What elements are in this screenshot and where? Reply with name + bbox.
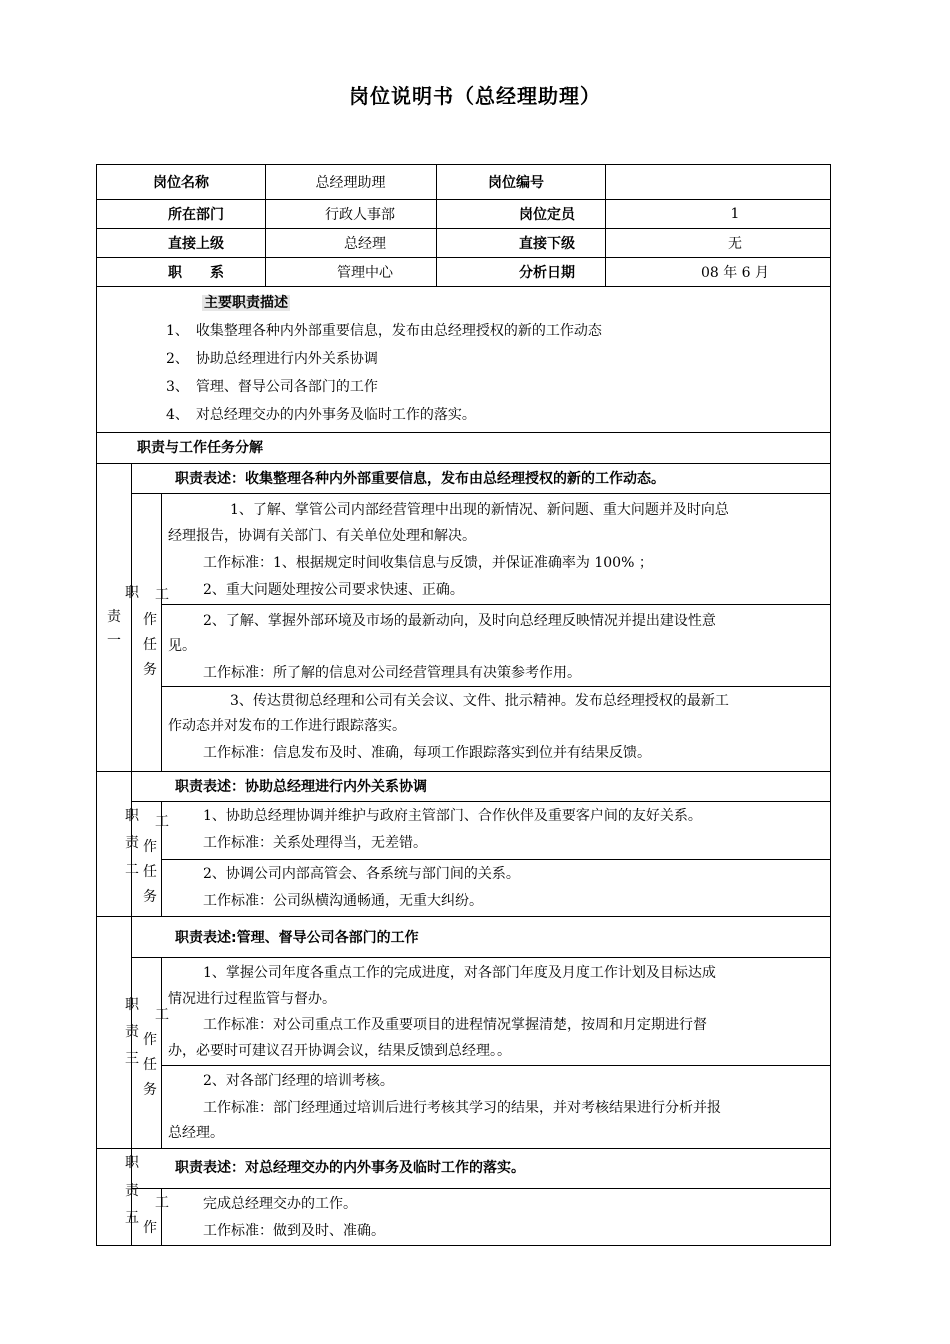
duty-1-sub-char: 作 [143,612,157,628]
duty-1-task-text: 工作标准：所了解的信息对公司经营管理具有决策参考作用。 [203,665,581,681]
main-duty-item: 3、 管理、督导公司各部门的工作 [166,379,378,395]
duty-1-sub-char: 任 [143,637,157,653]
row-divider [96,771,831,772]
duty-3-label-char: 职 [125,997,139,1013]
duty-2-task-text: 2、协调公司内部高管会、各系统与部门间的关系。 [203,866,520,882]
row-divider [161,686,831,687]
main-duty-item: 4、 对总经理交办的内外事务及临时工作的落实。 [166,407,476,423]
headcount-label: 岗位定员 [519,206,575,223]
row-divider [161,1065,831,1066]
duty-1-task-text: 3、传达贯彻总经理和公司有关会议、文件、批示精神。发布总经理授权的最新工 [230,693,729,709]
duty-3-sub-char: 工 [155,1007,169,1023]
duty-3-task-text: 总经理。 [168,1125,224,1141]
duty-2-sub-char: 任 [143,864,157,880]
duty-3-label-char: 三 [125,1051,139,1067]
duty-1-statement: 职责表述：收集整理各种内外部重要信息，发布由总经理授权的新的工作动态。 [175,471,665,487]
duty-3-label-char: 责 [125,1024,139,1040]
duty-2-sub-char: 务 [143,889,157,905]
duty-5-task-text: 完成总经理交办的工作。 [203,1196,357,1212]
duty-3-task-text: 情况进行过程监管与督办。 [168,991,336,1007]
duty-5-task-text: 工作标准：做到及时、准确。 [203,1223,385,1239]
position-code-label: 岗位编号 [488,174,544,191]
duty-5-label-char: 五 [125,1210,139,1226]
department-value: 行政人事部 [325,206,395,223]
duty-5-sub-char: 工 [155,1195,169,1211]
superior-value: 总经理 [344,235,386,252]
duty-3-sub-char: 任 [143,1057,157,1073]
decomposition-heading: 职责与工作任务分解 [137,440,263,456]
duty-2-task-text: 工作标准：公司纵横沟通畅通，无重大纠纷。 [203,893,483,909]
duty-2-label-char: 二 [125,862,139,878]
row-divider [161,604,831,605]
duty-1-label-char: 职 [125,585,139,601]
duty-1-label-char: 一 [107,633,121,649]
department-label: 所在部门 [168,206,224,223]
duty-3-task-text: 办，必要时可建议召开协调会议，结果反馈到总经理。。 [168,1043,511,1059]
duty-1-task-text: 2、重大问题处理按公司要求快速、正确。 [203,582,464,598]
duty-1-sub-char: 务 [143,662,157,678]
main-duty-item: 1、 收集整理各种内外部重要信息，发布由总经理授权的新的工作动态 [166,323,602,339]
duty-5-label-char: 责 [125,1183,139,1199]
duty-3-task-text: 1、掌握公司年度各重点工作的完成进度，对各部门年度及月度工作计划及目标达成 [203,965,716,981]
duty-1-task-text: 作动态并对发布的工作进行跟踪落实。 [168,718,406,734]
duty-3-sub-char: 作 [143,1032,157,1048]
row-divider [96,286,831,287]
duty-3-statement: 职责表述:管理、督导公司各部门的工作 [175,930,419,946]
main-duties-heading: 主要职责描述 [204,295,288,311]
row-divider [161,859,831,860]
col-divider [161,957,162,1148]
duty-2-label-char: 责 [125,835,139,851]
duty-5-label-char: 职 [125,1155,139,1171]
duty-2-sub-char: 工 [155,814,169,830]
row-divider [96,1148,831,1149]
duty-2-sub-char: 作 [143,839,157,855]
analysis-date-value: 08 年 6 月 [700,264,770,281]
duty-1-task-text: 经理报告，协调有关部门、有关单位处理和解决。 [168,528,476,544]
duty-2-task-text: 工作标准：关系处理得当，无差错。 [203,835,427,851]
duty-1-task-text: 工作标准：1、根据规定时间收集信息与反馈，并保证准确率为 100% ； [203,555,653,571]
analysis-date-label: 分析日期 [519,264,575,281]
duty-2-statement: 职责表述：协助总经理进行内外关系协调 [175,779,427,795]
row-divider [96,463,831,464]
row-divider [131,1188,831,1189]
subordinate-label: 直接下级 [519,235,575,252]
duty-5-sub-char: 作 [143,1220,157,1236]
duty-2-label-char: 职 [125,808,139,824]
row-divider [96,916,831,917]
col-divider [161,493,162,771]
duty-1-task-text: 工作标准：信息发布及时、准确，每项工作跟踪落实到位并有结果反馈。 [203,745,651,761]
row-divider [131,957,831,958]
duty-1-task-text: 1、了解、掌管公司内部经营管理中出现的新情况、新问题、重大问题并及时向总 [230,502,729,518]
duty-3-sub-char: 务 [143,1082,157,1098]
duty-1-task-text: 见。 [168,638,196,654]
duty-1-task-text: 2、了解、掌握外部环境及市场的最新动向，及时向总经理反映情况并提出建设性意 [203,613,716,629]
col-divider [131,463,132,1246]
duty-3-task-text: 2、对各部门经理的培训考核。 [203,1073,394,1089]
row-divider [96,432,831,433]
position-code-value [605,164,831,199]
position-name-value: 总经理助理 [315,174,386,191]
page-title: 岗位说明书（总经理助理） [349,84,601,108]
job-family-label: 职 系 [168,264,224,281]
job-family-value: 管理中心 [337,264,393,281]
superior-label: 直接上级 [168,235,224,252]
duty-1-sub-char: 工 [155,587,169,603]
headcount-value: 1 [730,205,740,222]
subordinate-value: 无 [728,235,742,252]
duty-3-task-text: 工作标准：部门经理通过培训后进行考核其学习的结果，并对考核结果进行分析并报 [203,1100,721,1116]
row-divider [131,493,831,494]
row-divider [131,801,831,802]
duty-2-task-text: 1、协助总经理协调并维护与政府主管部门、合作伙伴及重要客户间的友好关系。 [203,808,702,824]
main-duty-item: 2、 协助总经理进行内外关系协调 [166,351,378,367]
position-name-label: 岗位名称 [153,174,209,191]
duty-5-statement: 职责表述：对总经理交办的内外事务及临时工作的落实。 [175,1160,525,1176]
duty-3-task-text: 工作标准：对公司重点工作及重要项目的进程情况掌握清楚，按周和月定期进行督 [203,1017,707,1033]
duty-1-label-char: 责 [107,609,121,625]
